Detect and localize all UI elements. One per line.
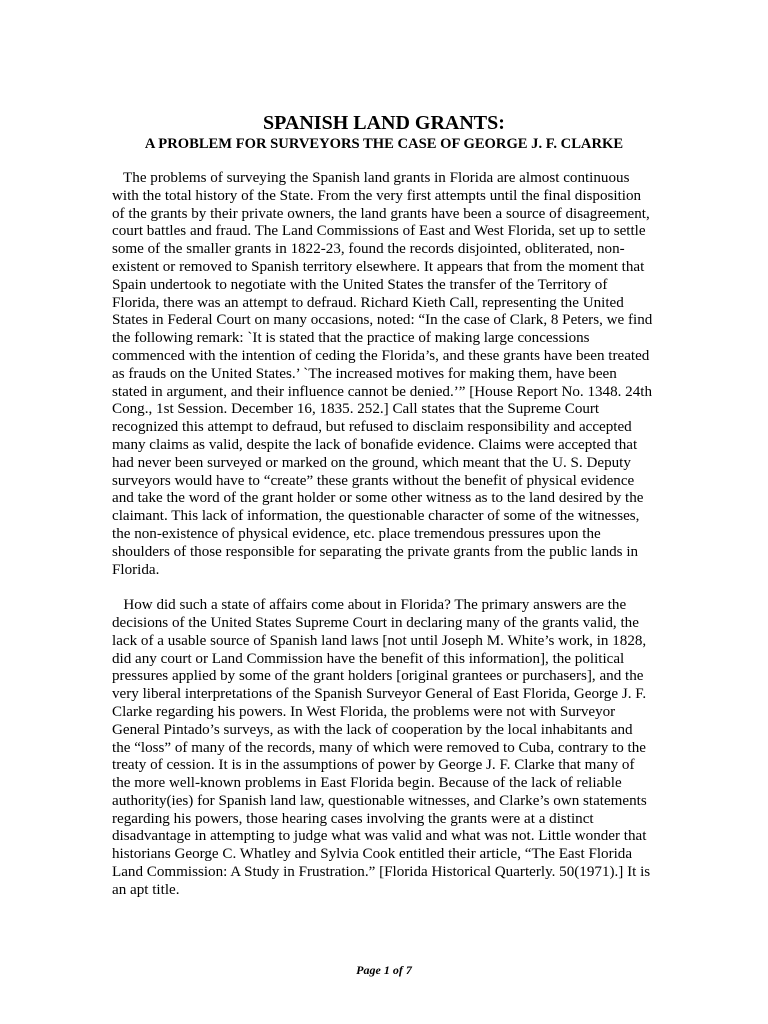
text-line: recognized this attempt to defraud, but refused to disclaim responsibility and accepted <box>112 419 632 436</box>
page-footer: Page 1 of 7 <box>356 963 412 977</box>
text-line: very liberal interpretations of the Spanish Surveyor General of East Florida, George J. F. <box>112 686 647 703</box>
text-line: court battles and fraud. The Land Commissions of East and West Florida, set up to settle <box>112 223 646 240</box>
text-line: of the grants by their private owners, the land grants have been a source of disagreement, <box>112 205 650 222</box>
text-line: claimant. This lack of information, the questionable character of some of the witnesses, <box>112 508 640 525</box>
text-line: Land Commission: A Study in Frustration.” [Florida Historical Quarterly. 50(1971).] It is <box>112 864 651 881</box>
text-line: General Pintado’s surveys, as with the lack of cooperation by the local inhabitants and <box>112 721 633 738</box>
text-line: as frauds on the United States.’ `The increased motives for making them, have been <box>112 365 617 382</box>
text-line: stated in argument, and their influence cannot be denied.’” [House Report No. 1348. 24th <box>112 383 653 400</box>
document-title: SPANISH LAND GRANTS: <box>263 112 505 134</box>
text-line: treaty of cession. It is in the assumptions of power by George J. F. Clarke that many of <box>112 757 635 774</box>
text-line: pressures applied by some of the grant holders [original grantees or purchasers], and the <box>112 668 644 685</box>
paragraph <box>112 170 660 579</box>
text-line: Clarke regarding his powers. In West Florida, the problems were not with Surveyor <box>112 703 616 720</box>
text-line: many claims as valid, despite the lack of bonafide evidence. Claims were accepted that <box>112 436 638 453</box>
text-line: the non-existence of physical evidence, etc. place tremendous pressures upon the <box>112 525 601 542</box>
text-line: Florida, there was an attempt to defraud. Richard Kieth Call, representing the United <box>112 294 624 311</box>
text-line: did any court or Land Commission have the benefit of this information], the political <box>112 650 625 667</box>
text-line: existent or removed to Spanish territory elsewhere. It appears that from the moment that <box>112 258 645 275</box>
text-line: disadvantage in attempting to judge what was valid and what was not. Little wonder that <box>112 828 647 845</box>
text-line: with the total history of the State. From the very first attempts until the final disposition <box>112 187 642 204</box>
text-line: commenced with the intention of ceding the Florida’s, and these grants have been treated <box>112 347 650 364</box>
text-line: shoulders of those responsible for separating the private grants from the public lands in <box>112 543 639 560</box>
document-subtitle: A PROBLEM FOR SURVEYORS THE CASE OF GEORGE J. F. CLARKE <box>144 136 624 152</box>
text-line: Spain undertook to negotiate with the United States the transfer of the Territory of <box>112 276 608 293</box>
text-line: States in Federal Court on many occasions, noted: “In the case of Clark, 8 Peters, we find <box>112 312 653 329</box>
text-line: the more well-known problems in East Florida begin. Because of the lack of reliable <box>112 775 622 792</box>
text-line: and take the word of the grant holder or some other witness as to the land desired by the <box>112 490 644 507</box>
document-body <box>112 170 660 900</box>
text-line: lack of a usable source of Spanish land laws [not until Joseph M. White’s work, in 1828, <box>112 632 647 649</box>
text-line: How did such a state of affairs come about in Florida? The primary answers are the <box>112 597 627 614</box>
text-line: Florida. <box>112 561 160 578</box>
text-line: an apt title. <box>112 881 180 898</box>
text-line: the following remark: `It is stated that the practice of making large concessions <box>112 330 590 347</box>
paragraph <box>112 597 660 900</box>
text-line: Cong., 1st Session. December 16, 1835. 252.] Call states that the Supreme Court <box>112 401 600 418</box>
text-line: some of the smaller grants in 1822-23, found the records disjointed, obliterated, non- <box>112 241 625 258</box>
text-line: had never been surveyed or marked on the ground, which meant that the U. S. Deputy <box>112 454 631 471</box>
text-line: regarding his powers, those hearing cases involving the grants were at a distinct <box>112 810 594 827</box>
text-line: The problems of surveying the Spanish land grants in Florida are almost continuous <box>112 170 630 186</box>
text-line: historians George C. Whatley and Sylvia Cook entitled their article, “The East Florida <box>112 846 633 863</box>
text-line: authority(ies) for Spanish land law, questionable witnesses, and Clarke’s own statements <box>112 792 647 809</box>
text-line: the “loss” of many of the records, many of which were removed to Cuba, contrary to the <box>112 739 646 756</box>
text-line: decisions of the United States Supreme Court in declaring many of the grants valid, the <box>112 614 639 631</box>
text-line: surveyors would have to “create” these grants without the benefit of physical evidence <box>112 472 635 489</box>
